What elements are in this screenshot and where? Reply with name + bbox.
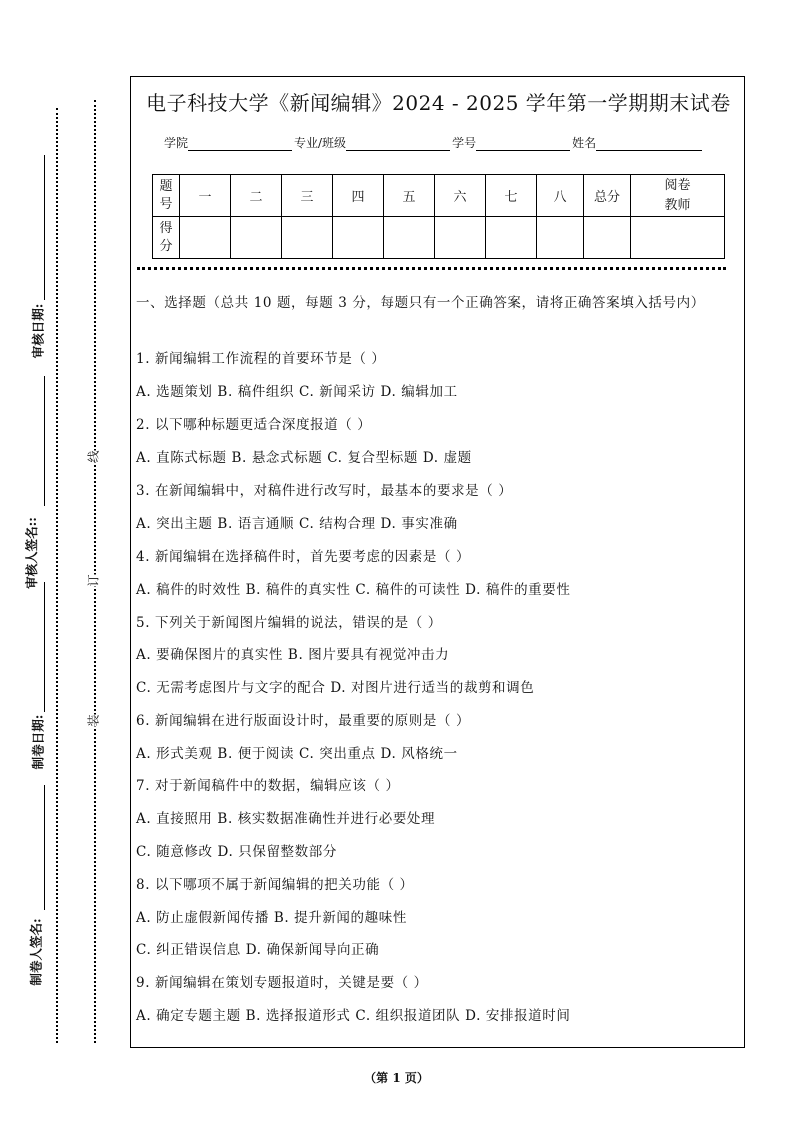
student-id-field[interactable] [476, 137, 570, 151]
college-label: 学院 [164, 136, 189, 150]
score-table-header-row [153, 175, 725, 217]
option-line: A. 直陈式标题 B. 悬念式标题 C. 复合型标题 D. 虚题 [136, 450, 472, 466]
row-label-score: 得 分 [153, 217, 180, 259]
score-cell[interactable] [333, 217, 384, 259]
header-cell: 二 [231, 175, 282, 217]
header-cell: 八 [537, 175, 584, 217]
exam-frame [130, 76, 745, 1048]
binder-bind-mark: 装 [86, 714, 101, 727]
score-cell[interactable] [384, 217, 435, 259]
left-dotted-border [56, 108, 58, 1043]
preparer-sign-label: 制卷人签名: [28, 918, 44, 986]
score-cell[interactable] [180, 217, 231, 259]
option-line: A. 突出主题 B. 语言通顺 C. 结构合理 D. 事实准确 [136, 516, 458, 532]
preparer-sign-field[interactable] [44, 785, 45, 910]
header-cell: 四 [333, 175, 384, 217]
question-line: 1. 新闻编辑工作流程的首要环节是（ ） [136, 351, 386, 367]
question-line: 2. 以下哪种标题更适合深度报道（ ） [136, 417, 372, 433]
binder-line-mark: 线 [86, 450, 101, 463]
option-line: A. 防止虚假新闻传播 B. 提升新闻的趣味性 [136, 910, 407, 926]
dotted-separator [137, 267, 726, 270]
header-cell: 五 [384, 175, 435, 217]
major-label: 专业/班级 [294, 136, 347, 150]
review-date-field[interactable] [44, 155, 45, 300]
question-line: 5. 下列关于新闻图片编辑的说法，错误的是（ ） [136, 615, 442, 631]
score-table [152, 174, 725, 259]
option-line: C. 无需考虑图片与文字的配合 D. 对图片进行适当的裁剪和调色 [136, 680, 535, 696]
score-table-score-row [153, 217, 725, 259]
exam-title: 电子科技大学《新闻编辑》2024 - 2025 学年第一学期期末试卷 [146, 91, 731, 115]
score-cell[interactable] [631, 217, 725, 259]
student-id-label: 学号 [452, 136, 477, 150]
option-line: A. 直接照用 B. 核实数据准确性并进行必要处理 [136, 811, 436, 827]
header-cell: 一 [180, 175, 231, 217]
question-line: 7. 对于新闻稿件中的数据，编辑应该（ ） [136, 778, 400, 794]
major-field[interactable] [346, 137, 450, 151]
header-cell: 总分 [584, 175, 631, 217]
score-cell[interactable] [231, 217, 282, 259]
option-line: A. 选题策划 B. 稿件组织 C. 新闻采访 D. 编辑加工 [136, 384, 458, 400]
score-cell[interactable] [584, 217, 631, 259]
option-line: C. 随意修改 D. 只保留整数部分 [136, 844, 337, 860]
question-line: 9. 新闻编辑在策划专题报道时，关键是要（ ） [136, 975, 428, 991]
header-cell: 三 [282, 175, 333, 217]
review-date-label: 审核日期: [30, 303, 46, 359]
prep-date-field[interactable] [44, 582, 45, 712]
header-cell: 阅卷 教师 [631, 175, 725, 217]
reviewer-sign-label: 审核人签名:: [23, 517, 39, 589]
score-cell[interactable] [282, 217, 333, 259]
name-field[interactable] [596, 137, 702, 151]
name-label: 姓名 [572, 136, 597, 150]
row-label-number: 题 号 [153, 175, 180, 217]
option-line: A. 要确保图片的真实性 B. 图片要具有视觉冲击力 [136, 647, 450, 663]
reviewer-sign-field[interactable] [44, 376, 45, 506]
option-line: A. 确定专题主题 B. 选择报道形式 C. 组织报道团队 D. 安排报道时间 [136, 1008, 571, 1024]
header-cell: 六 [435, 175, 486, 217]
binding-dotted-line [94, 100, 96, 1043]
student-info-line [164, 134, 704, 151]
score-cell[interactable] [537, 217, 584, 259]
question-line: 6. 新闻编辑在进行版面设计时，最重要的原则是（ ） [136, 713, 471, 729]
question-line: 8. 以下哪项不属于新闻编辑的把关功能（ ） [136, 877, 414, 893]
score-cell[interactable] [486, 217, 537, 259]
college-field[interactable] [188, 137, 292, 151]
option-line: A. 稿件的时效性 B. 稿件的真实性 C. 稿件的可读性 D. 稿件的重要性 [136, 582, 571, 598]
prep-date-label: 制卷日期: [30, 714, 46, 770]
section1-intro: 一、选择题（总共 10 题，每题 3 分，每题只有一个正确答案，请将正确答案填入括号内） [136, 295, 705, 311]
binder-staple-mark: 订 [86, 574, 101, 587]
header-cell: 七 [486, 175, 537, 217]
option-line: C. 纠正错误信息 D. 确保新闻导向正确 [136, 942, 380, 958]
option-line: A. 形式美观 B. 便于阅读 C. 突出重点 D. 风格统一 [136, 746, 458, 762]
score-cell[interactable] [435, 217, 486, 259]
page-footer: （第 1 页） [364, 1071, 429, 1085]
question-line: 3. 在新闻编辑中，对稿件进行改写时，最基本的要求是（ ） [136, 483, 513, 499]
question-line: 4. 新闻编辑在选择稿件时，首先要考虑的因素是（ ） [136, 549, 471, 565]
